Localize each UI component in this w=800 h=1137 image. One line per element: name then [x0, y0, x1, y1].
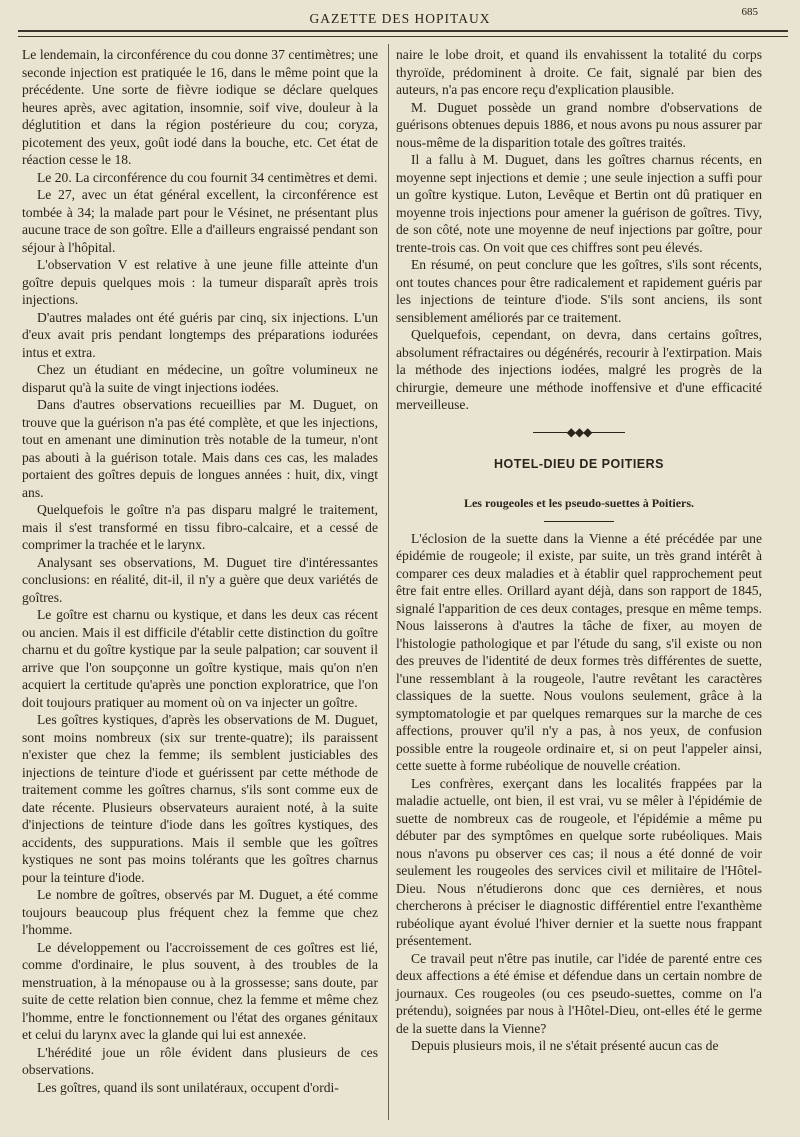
- journal-title: GAZETTE DES HOPITAUX: [309, 11, 491, 26]
- paragraph: M. Duguet possède un grand nombre d'observations de guérisons obtenues depuis 1886, et nous avons pu nous assurer par nous-même de la disparition totale des goîtres traités.: [396, 99, 762, 150]
- paragraph: Ce travail peut n'être pas inutile, car l'idée de parenté entre ces deux affections a été émise et défendue dans un certain nombre de journaux. Ces rougeoles (ou ces pseudo-suettes, comme on l'a prétendu), soignées par nous à l'Hôtel-Dieu, ont-elles été le germe de la suette dans la Vienne?: [396, 950, 762, 1036]
- paragraph: Le 27, avec un état général excellent, la circonférence est tombée à 34; la malade part pour le Vésinet, ne présentant plus aucune trace de son goître. Elle a d'ailleurs engraissé pendant son séjour à l'hôpital.: [22, 187, 378, 255]
- paragraph: En résumé, on peut conclure que les goîtres, s'ils sont récents, ont toutes chances pour être radicalement et rapidement guéris par les injections de teinture d'iode. S'ils sont anciens, ils sont sensiblement améliorés par ce traitement.: [396, 257, 762, 325]
- paragraph: L'hérédité joue un rôle évident dans plusieurs de ces observations.: [22, 1044, 378, 1077]
- paragraph: Il a fallu à M. Duguet, dans les goîtres charnus récents, en moyenne sept injections et demie ; une seule injection a suffi pour un goître kystique. Luton, Levêque et Bertin ont dû pratiquer en moyenne trois injections pour amener la guérison de goîtres. Tivy, de son côté, note une moyenne de neuf injections par goître, pour trente-trois cas. On voit que ces chiffres sont peu élevés.: [396, 152, 762, 255]
- paragraph: Le nombre de goîtres, observés par M. Duguet, a été comme toujours beaucoup plus fréquent chez la femme que chez l'homme.: [22, 887, 378, 937]
- header-rule-thick: [18, 30, 788, 32]
- paragraph: D'autres malades ont été guéris par cinq, six injections. L'un d'eux avait pris pendant longtemps des préparations iodurées intus et extra.: [22, 309, 378, 360]
- title-rule: [544, 521, 614, 522]
- paragraph: L'observation V est relative à une jeune fille atteinte d'un goître depuis quelques mois : la tumeur disparaît après trois injections.: [22, 257, 378, 307]
- paragraph: Le développement ou l'accroissement de ces goîtres est lié, comme d'ordinaire, le plus souvent, à des troubles de la menstruation, à la ménopause ou à la grossesse; sans doute, par suite de cette relation bien connue, chez la femme et même chez l'homme, entre le fonctionnement ou l'état des organes génitaux et celui du larynx avec la glande qui lui est annexée.: [22, 939, 378, 1042]
- paragraph: Depuis plusieurs mois, il ne s'était présenté aucun cas de: [411, 1038, 719, 1053]
- paragraph: Le lendemain, la circonférence du cou donne 37 centimètres; une seconde injection est pratiquée le 16, dans le même point que la précédente. Une sorte de fièvre iodique se déclare quelques heures après, avec agitation, insomnie, soif vive, douleur à la déglutition et dans la région postérieure du cou; coryza, picotement des yeux, goût iodé dans la bouche, etc. Cet état de réaction cesse le 18.: [22, 47, 378, 167]
- paragraph: Les confrères, exerçant dans les localités frappées par la maladie actuelle, ont bien, il est vrai, vu se mêler à l'épidémie de suette de nombreux cas de rougeole, et l'épidémie a même pu débuter par des symptômes en quelque sorte rubéoliques. Mais nous n'avons pu observer ces cas; il nous a été donné de voir seulement les rougeoles des services civil et militaire de l'Hôtel-Dieu. Nous n'étudierons donc que ces dernières, et nous chercherons à préciser le diagnostic différentiel entre l'exanthème rubéolique ayant évolué l'hiver dernier et la suette nous frappant présentement.: [396, 775, 762, 948]
- paragraph: Quelquefois le goître n'a pas disparu malgré le traitement, mais il s'est transformé en tissu fibro-calcaire, et a cessé de comprimer la trachée et le larynx.: [22, 502, 378, 552]
- paragraph: Les goîtres, quand ils sont unilatéraux, occupent d'ordi-: [37, 1079, 339, 1095]
- paragraph: Le goître est charnu ou kystique, et dans les deux cas récent ou ancien. Mais il est difficile d'établir cette distinction du goître charnu et du goître kystique par la seule palpation; car souvent il arrive que l'on soupçonne un goître kystique, mais qu'on n'en acquiert la certitude qu'après une ponction exploratrice, que l'on doit toujours pratiquer au moment où on va injecter un goître.: [22, 607, 378, 710]
- running-head: [0, 6, 800, 28]
- page-number: 685: [741, 6, 758, 18]
- right-column: [396, 46, 762, 1055]
- paragraph: Quelquefois, cependant, on devra, dans certains goîtres, absolument réfractaires ou dégénérés, recourir à l'extirpation. Mais la méthode des injections iodées, malgré les progrès de la chirurgie, demeure une méthode inoffensive et d'une efficacité merveilleuse.: [396, 327, 762, 412]
- header-rule-thin: [18, 36, 788, 37]
- left-column: [22, 46, 378, 1096]
- paragraph: Analysant ses observations, M. Duguet tire d'intéressantes conclusions: en réalité, dit-il, il n'y a guère que deux variétés de goîtres.: [22, 554, 378, 605]
- section-ornament: ◆◆◆: [396, 426, 762, 438]
- section-title: HOTEL-DIEU DE POITIERS: [493, 456, 665, 471]
- paragraph: Dans d'autres observations recueillies par M. Duguet, on trouve que la guérison n'a pas été complète, et que les injections, tout en amenant une diminution très notable de la tumeur, n'ont pas abouti à la guérison totale. Mais dans ces cas, les malades portaient des goîtres depuis de longues années : huit, dix, vingt ans.: [22, 397, 378, 500]
- paragraph: Les goîtres kystiques, d'après les observations de M. Duguet, sont moins nombreux (six sur trente-quatre); ils paraissent n'exister que chez la femme; ils semblent justiciables des injections de teinture d'iode et guérissent par cette méthode de traitement comme les goîtres charnus, s'ils sont comme eux de date récente. Plusieurs observateurs auraient noté, à la suite d'injections de teinture d'iode dans les goîtres kystiques, des accidents, des suppurations. Mais il semble que les goîtres kystiques ne sont pas moins tolérants que les goîtres charnus pour la teinture d'iode.: [22, 712, 378, 885]
- article-title: Les rougeoles et les pseudo-suettes à Poitiers.: [463, 496, 695, 510]
- paragraph: Chez un étudiant en médecine, un goître volumineux ne disparut qu'à la suite de vingt injections iodées.: [22, 362, 378, 395]
- paragraph: L'éclosion de la suette dans la Vienne a été précédée par une épidémie de rougeole; il existe, par suite, un très grand intérêt à comparer ces deux maladies et à établir quel rapprochement peut être fait entre elles. Orillard ayant déjà, dans son rapport de 1845, signalé l'apparition de ces deux contages, presque en même temps. Nous laisserons à d'autres la tâche de fixer, au moyen de l'histologie pathologique et par l'étude du sang, s'il existe ou non des preuves de l'identité de deux formes très différentes de suette, l'une ressemblant à la rougeole, l'autre revêtant les caractères classiques de la suette. Nous voulons seulement, grâce à la symptomatologie et par quelques remarques sur la marche de ces affections, prouver qu'il n'y a pas, à nos yeux, de confusion possible entre la rougeole ordinaire et, si on peut l'appeler ainsi, cette suette à forme rubéolique de nouvelle création.: [396, 530, 762, 773]
- paragraph: Le 20. La circonférence du cou fournit 34 centimètres et demi.: [37, 169, 378, 185]
- paragraph: naire le lobe droit, et quand ils envahissent la totalité du corps thyroïde, prédominent à droite. Ce fait, signalé par bien des auteurs, n'a pas encore reçu d'explication plausible.: [396, 47, 762, 97]
- column-divider: [388, 44, 389, 1120]
